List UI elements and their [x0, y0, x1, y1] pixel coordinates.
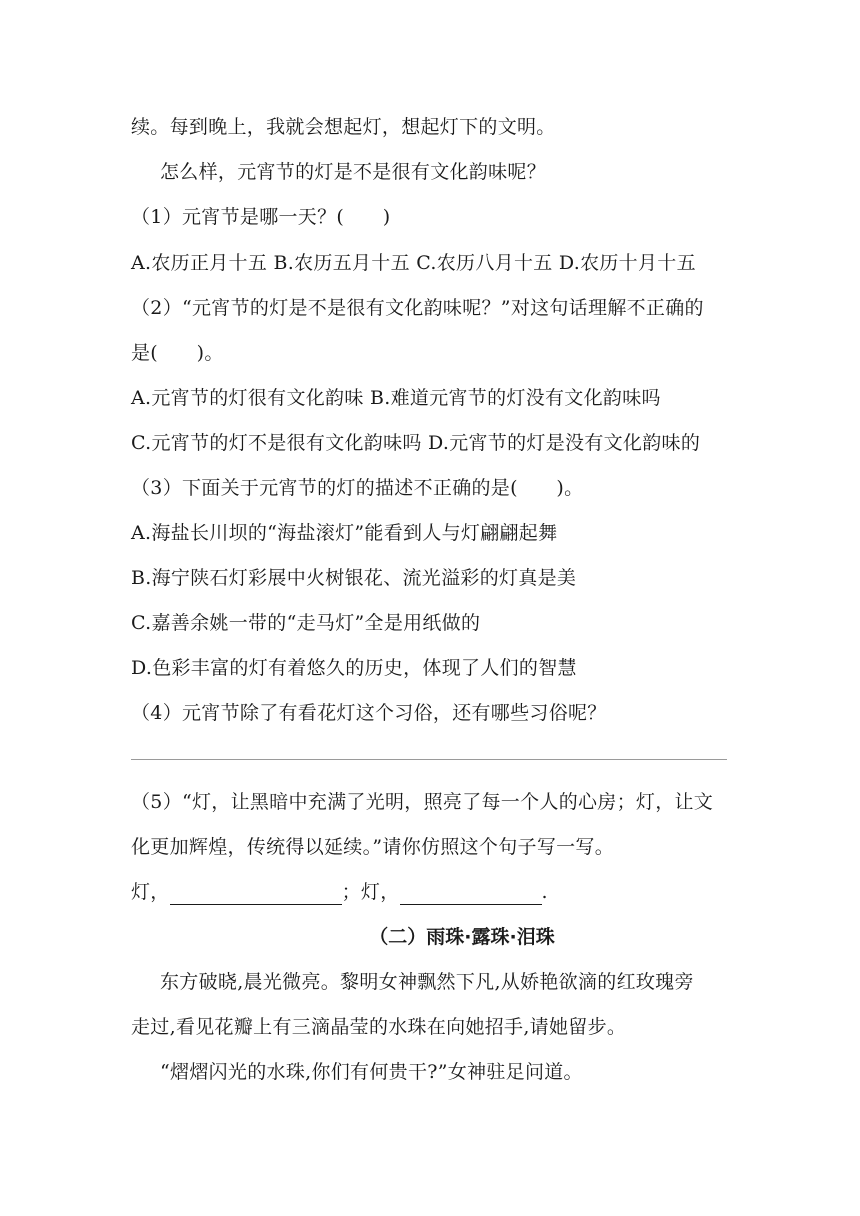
question-3-stem: （3）下面关于元宵节的灯的描述不正确的是( )。	[131, 477, 584, 499]
question-2-stem-line-2: 是( )。	[131, 342, 224, 364]
section-2-heading: （二）雨珠·露珠·泪珠	[369, 926, 555, 948]
question-2-options-line-2: C.元宵节的灯不是很有文化韵味吗 D.元宵节的灯是没有文化韵味的	[131, 432, 701, 454]
question-3-option-c: C.嘉善余姚一带的“走马灯”全是用纸做的	[131, 612, 481, 634]
section-2-para-1-line-2: 走过,看见花瓣上有三滴晶莹的水珠在向她招手,请她留步。	[131, 1016, 627, 1038]
question-1-options: A.农历正月十五 B.农历五月十五 C.农历八月十五 D.农历十月十五	[131, 252, 696, 274]
question-3-option-a: A.海盐长川坝的“海盐滚灯”能看到人与灯翩翩起舞	[131, 522, 558, 544]
fill-prefix: 灯，	[131, 881, 170, 903]
section-2-para-2-line-1: “熠熠闪光的水珠,你们有何贵干?”女神驻足问道。	[160, 1061, 583, 1083]
question-4-answer-line[interactable]	[131, 759, 727, 760]
passage-end-line-1: 续。每到晚上，我就会想起灯，想起灯下的文明。	[131, 116, 556, 138]
question-4-stem: （4）元宵节除了有看花灯这个习俗，还有哪些习俗呢？	[131, 702, 607, 724]
question-3-option-d: D.色彩丰富的灯有着悠久的历史，体现了人们的智慧	[131, 657, 577, 679]
passage-end-line-2: 怎么样，元宵节的灯是不是很有文化韵味呢？	[160, 161, 547, 183]
fill-blank-2[interactable]	[400, 884, 542, 905]
fill-middle: ；灯，	[341, 881, 400, 903]
fill-end: .	[541, 881, 548, 903]
question-5-stem-line-1: （5）“灯，让黑暗中充满了光明，照亮了每一个人的心房；灯，让文	[131, 791, 714, 813]
fill-blank-1[interactable]	[170, 884, 342, 905]
question-2-options-line-1: A.元宵节的灯很有文化韵味 B.难道元宵节的灯没有文化韵味吗	[131, 387, 661, 409]
question-2-stem-line-1: （2）“元宵节的灯是不是很有文化韵味呢？”对这句话理解不正确的	[131, 297, 704, 319]
question-3-option-b: B.海宁陕石灯彩展中火树银花、流光溢彩的灯真是美	[131, 567, 577, 589]
section-2-para-1-line-1: 东方破晓,晨光微亮。黎明女神飘然下凡,从娇艳欲滴的红玫瑰旁	[160, 971, 694, 993]
question-1-stem: （1）元宵节是哪一天？( )	[131, 206, 391, 228]
question-5-stem-line-2: 化更加辉煌，传统得以延续。”请你仿照这个句子写一写。	[131, 836, 615, 858]
question-5-fill-in	[131, 879, 548, 905]
